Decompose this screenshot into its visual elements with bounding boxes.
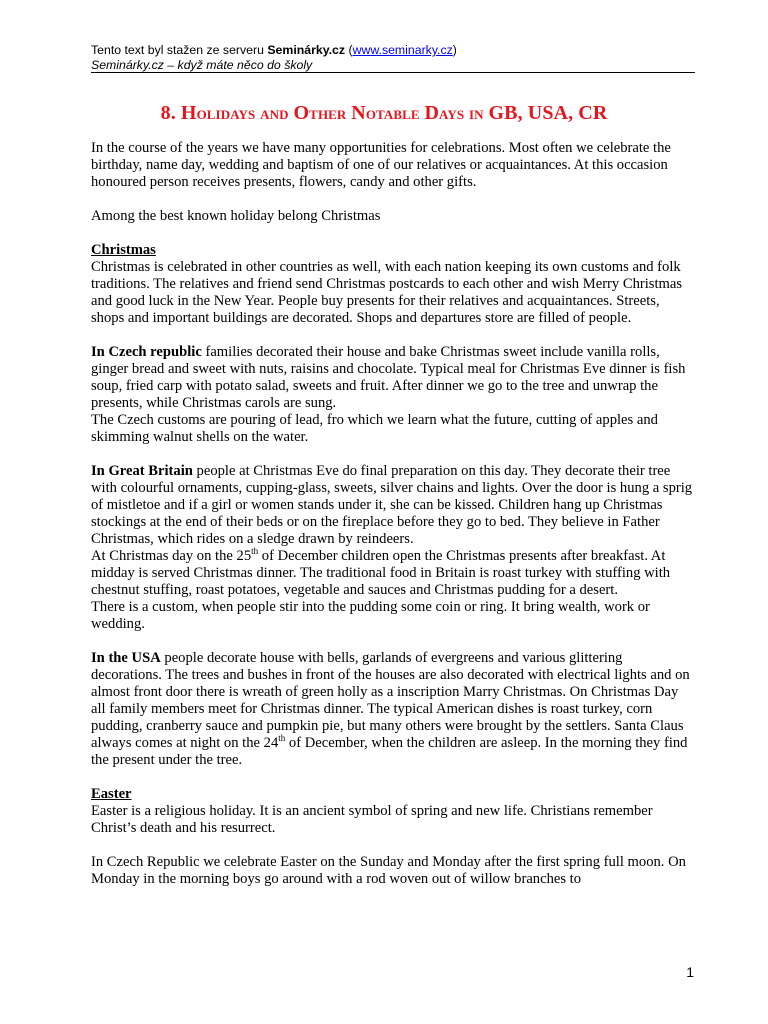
title-word-other: ther: [309, 103, 352, 124]
spacer: [91, 225, 695, 242]
title-countries: GB, USA, CR: [488, 102, 608, 124]
header-paren-open: (: [345, 43, 353, 57]
page-header: [91, 43, 695, 73]
title-cap-h: H: [180, 102, 197, 124]
czech-customs-paragraph: The Czech customs are pouring of lead, fro which we learn what the future, cutting of apples and skimming walnut shells on the water.: [91, 412, 658, 445]
header-prefix: Tento text byl stažen ze serveru: [91, 43, 268, 57]
title-word-days: ays in: [439, 103, 489, 124]
gb-day-text-b: of December children open the Christmas presents after breakfast. At midday is served Christmas dinner. The traditional food in Britain is roast turkey with stuffing with chestnut stuffing, roast potatoes, vegetable and sauces and Christmas pudding for a desert.: [91, 548, 671, 598]
christmas-heading: Christmas: [91, 242, 156, 258]
spacer: [91, 327, 695, 344]
header-site-link[interactable]: www.seminarky.cz: [352, 43, 453, 57]
header-paren-close: ): [452, 43, 457, 57]
usa-superscript: th: [278, 733, 286, 743]
usa-lead: In the USA: [91, 650, 161, 666]
header-site-name: Seminárky.cz: [267, 43, 346, 57]
title-cap-d: D: [424, 102, 440, 124]
title-word-holidays: olidays and: [196, 103, 294, 124]
gb-text: people at Christmas Eve do final preparation on this day. They decorate their tree with colourful ornaments, cupping-glass, sweets, silver chains and lights. Over the door is hung a sprig of mistletoe and if a girl or women stands under it, she can be kissed. Children hang up Christmas stockings at the end of their beds or on the fireplace before they go to bed. They believe in Father Christmas, which rides on a sledge drawn by reindeers.: [91, 463, 693, 547]
document-title: [0, 101, 768, 126]
title-cap-o: O: [293, 102, 310, 124]
intro-paragraph: In the course of the years we have many opportunities for celebrations. Most often we celebrate the birthday, name day, wedding and baptism of one of our relatives or acquaintances. At this occasion honoured person receives presents, flowers, candy and other gifts.: [91, 140, 671, 190]
gb-day-text-a: At Christmas day on the 25: [91, 548, 252, 564]
spacer: [91, 191, 695, 208]
easter-paragraph: Easter is a religious holiday. It is an ancient symbol of spring and new life. Christians remember Christ’s death and his resurrect.: [91, 803, 653, 836]
header-line-1: [91, 43, 695, 58]
usa-text-b: of December, when the children are asleep. In the morning they find the present under the tree.: [91, 735, 688, 768]
header-line-2: Seminárky.cz – když máte něco do školy: [91, 58, 313, 72]
spacer: [91, 446, 695, 463]
czech-text: families decorated their house and bake Christmas sweet include vanilla rolls, ginger bread and sweet with nuts, raisins and chocolate. Typical meal for Christmas Eve dinner is fish soup, fried carp with potato salad, sweets and fruit. After dinner we go to the tree and unwrap the presents, while Christmas carols are sung.: [91, 344, 686, 411]
czech-lead: In Czech republic: [91, 344, 202, 360]
usa-paragraph: [91, 650, 695, 769]
gb-day-paragraph: [91, 548, 695, 599]
gb-lead: In Great Britain: [91, 463, 193, 479]
gb-paragraph: [91, 463, 695, 548]
easter-heading: Easter: [91, 786, 132, 802]
spacer: [91, 769, 695, 786]
header-rule: [91, 72, 695, 73]
document-body: [91, 140, 695, 888]
gb-custom-paragraph: There is a custom, when people stir into the pudding some coin or ring. It bring wealth, work or wedding.: [91, 599, 650, 632]
easter-czech-paragraph: In Czech Republic we celebrate Easter on the Sunday and Monday after the first spring full moon. On Monday in the morning boys go around with a rod woven out of willow branches to: [91, 854, 686, 887]
title-word-notable: otable: [365, 103, 425, 124]
gb-day-superscript: th: [251, 546, 259, 556]
among-paragraph: Among the best known holiday belong Christmas: [91, 208, 381, 224]
page-number: 1: [686, 964, 694, 980]
christmas-paragraph: Christmas is celebrated in other countries as well, with each nation keeping its own customs and folk traditions. The relatives and friend send Christmas postcards to each other and wish Merry Christmas and good luck in the New Year. People buy presents for their relatives and acquaintances. Streets, shops and important buildings are decorated. Shops and departures store are filled of people.: [91, 259, 683, 326]
title-cap-n: N: [351, 102, 366, 124]
czech-paragraph: [91, 344, 695, 412]
spacer: [91, 837, 695, 854]
title-number: 8.: [160, 102, 181, 124]
usa-text-a: people decorate house with bells, garlands of evergreens and various glittering decorations. The trees and bushes in front of the houses are also decorated with electrical lights and on almost front door there is wreath of green holly as a inscription Marry Christmas. On Christmas Day all family members meet for Christmas dinner. The typical American dishes is roast turkey, corn pudding, cranberry sauce and pumpkin pie, but many others were brought by the settlers. Santa Claus always comes at night on the 24: [91, 650, 690, 751]
spacer: [91, 633, 695, 650]
